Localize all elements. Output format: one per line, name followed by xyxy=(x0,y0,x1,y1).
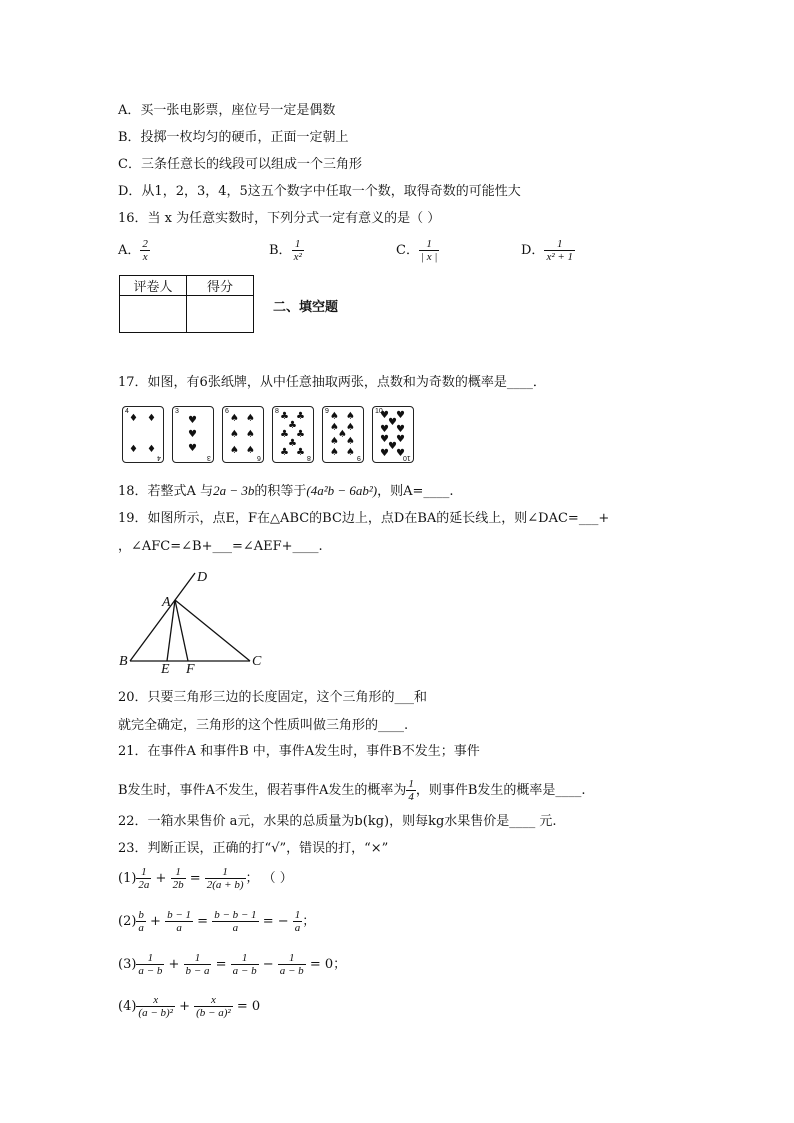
heart-icon: ♥ xyxy=(188,443,197,454)
numerator: 1 xyxy=(294,238,301,250)
fraction: $\frac{x}{\text{(b − a)²}}$ xyxy=(196,994,231,1019)
card-rank: 8 xyxy=(275,408,279,415)
q23-stem: 23．判断正误，正确的打“√”，错误的打，“×” xyxy=(118,841,389,856)
label-a: A xyxy=(162,595,171,610)
item-number: (4) xyxy=(118,999,137,1014)
item-tail: ； xyxy=(302,914,316,929)
heart-icon: ♥ xyxy=(388,417,397,428)
q19-line2: ，∠AFC=∠B+___=∠AEF+____. xyxy=(118,539,323,554)
item-tail: ； xyxy=(333,957,347,972)
heart-icon: ♥ xyxy=(396,424,405,435)
card-rank: 6 xyxy=(257,454,261,461)
playing-card-3-heart xyxy=(172,406,214,463)
q16-option-b xyxy=(269,238,304,263)
spade-icon: ♠ xyxy=(346,422,355,433)
q15-option-b: B．投掷一枚均匀的硬币，正面一定朝上 xyxy=(118,130,349,145)
score-table xyxy=(119,275,254,333)
q18-expr2: (4a²b − 6ab²) xyxy=(306,483,378,498)
fraction: $\frac{1}{2b}$ xyxy=(172,866,184,891)
spade-icon: ♠ xyxy=(246,429,255,440)
spade-icon: ♠ xyxy=(330,447,339,458)
diamond-icon: ♦ xyxy=(147,444,156,455)
q21-line2-pre: B发生时，事件A不发生，假若事件A发生的概率为 xyxy=(118,783,407,798)
playing-card-4-diamond xyxy=(122,406,164,463)
q17-text: 17．如图，有6张纸牌，从中任意抽取两张，点数和为奇数的概率是____． xyxy=(118,375,546,390)
q21-line2 xyxy=(118,778,586,803)
option-label: D． xyxy=(521,243,545,258)
q23-item2: (2) $\frac{b}{a}$ + $\frac{b - 1}{a}$ = $\frac{b - b - 1}{a}$ = − $\frac{1}{a}$ ； xyxy=(118,909,316,934)
q18-post: ，则A=____. xyxy=(377,484,454,499)
q20-line1: 20．只要三角形三边的长度固定，这个三角形的___和 xyxy=(118,690,428,705)
q16-stem: 16．当 x 为任意实数时，下列分式一定有意义的是（ ） xyxy=(118,211,441,226)
denominator: x xyxy=(140,250,150,263)
item-number: (1) xyxy=(118,871,137,886)
spade-icon: ♠ xyxy=(346,436,355,447)
numerator: 2 xyxy=(142,238,148,250)
fraction: $\frac{1}{a - b}$ xyxy=(232,952,257,977)
club-icon: ♣ xyxy=(288,420,297,431)
spade-icon: ♠ xyxy=(230,429,239,440)
spade-icon: ♠ xyxy=(230,445,239,456)
section-title: 二、填空题 xyxy=(273,300,339,315)
club-icon: ♣ xyxy=(280,447,289,458)
playing-card-8-club xyxy=(272,406,314,463)
diamond-icon: ♦ xyxy=(147,413,156,424)
fraction: $\frac{b - 1}{a}$ xyxy=(167,909,192,934)
q15-option-c: C．三条任意长的线段可以组成一个三角形 xyxy=(118,157,362,172)
q21-line1: 21．在事件A 和事件B 中，事件A发生时，事件B不发生；事件 xyxy=(118,744,480,759)
numerator: 1 xyxy=(408,778,414,790)
playing-card-9-spade xyxy=(322,406,364,463)
spade-icon: ♠ xyxy=(338,429,347,440)
card-rank: 4 xyxy=(157,454,161,461)
spade-icon: ♠ xyxy=(330,422,339,433)
fraction: $\frac{1}{a - b}$ xyxy=(279,952,304,977)
heart-icon: ♥ xyxy=(380,434,389,445)
q18-mid: 的积等于 xyxy=(254,484,307,499)
spade-icon: ♠ xyxy=(330,411,339,422)
playing-card-6-spade xyxy=(222,406,264,463)
q23-item1: (1) $\frac{1}{2a}$ + $\frac{1}{2b}$ = $\frac{1}{2(a + b)}$ ； （ ） xyxy=(118,866,293,891)
club-icon: ♣ xyxy=(296,447,305,458)
item-number: (3) xyxy=(118,957,137,972)
heart-icon: ♥ xyxy=(396,434,405,445)
fraction: $\frac{1}{2(a + b)}$ xyxy=(206,866,244,891)
label-e: E xyxy=(161,662,170,675)
fraction: $\frac{1}{b - a}$ xyxy=(185,952,210,977)
card-rank: 9 xyxy=(325,408,329,415)
fraction xyxy=(406,778,416,803)
q16-option-d xyxy=(521,238,575,263)
fraction: $\frac{1}{a - b}$ xyxy=(138,952,163,977)
card-rank: 10 xyxy=(403,454,411,461)
option-label: A． xyxy=(118,243,141,258)
triangle-figure xyxy=(118,565,278,675)
fraction: $\frac{b - b - 1}{a}$ xyxy=(214,909,257,934)
denominator: x² + 1 xyxy=(546,251,574,263)
q18-pre: 18．若整式A 与 xyxy=(118,484,214,499)
numerator: 1 xyxy=(556,238,563,250)
spade-icon: ♠ xyxy=(246,413,255,424)
card-rank: 8 xyxy=(307,454,311,461)
card-rank: 10 xyxy=(375,408,383,415)
denominator: 4 xyxy=(408,791,414,803)
denominator: | x | xyxy=(420,251,438,263)
option-label: C． xyxy=(396,243,419,258)
fraction: $\frac{b}{a}$ xyxy=(138,909,144,934)
option-label: B． xyxy=(269,243,292,258)
club-icon: ♣ xyxy=(296,411,305,422)
playing-card-10-heart xyxy=(372,406,414,463)
item-number: (2) xyxy=(118,914,137,929)
club-icon: ♣ xyxy=(296,429,305,440)
heart-icon: ♥ xyxy=(188,415,197,426)
heart-icon: ♥ xyxy=(396,410,405,421)
score-header: 得分 xyxy=(187,276,254,296)
label-b: B xyxy=(119,654,128,669)
fraction: $\frac{x}{\text{(a − b)²}}$ xyxy=(138,994,173,1019)
q18-expr1: 2a − 3b xyxy=(213,483,255,498)
fraction xyxy=(419,238,439,263)
denominator: x² xyxy=(293,251,302,263)
spade-icon: ♠ xyxy=(346,447,355,458)
heart-icon: ♥ xyxy=(380,424,389,435)
club-icon: ♣ xyxy=(280,411,289,422)
q16-option-c xyxy=(396,238,439,263)
item-tail: ； （ ） xyxy=(245,871,293,886)
club-icon: ♣ xyxy=(288,438,297,449)
numerator: 1 xyxy=(426,238,432,250)
spade-icon: ♠ xyxy=(330,436,339,447)
card-rank: 9 xyxy=(357,454,361,461)
heart-icon: ♥ xyxy=(380,448,389,459)
spade-icon: ♠ xyxy=(346,411,355,422)
grader-cell xyxy=(120,296,187,333)
q16-option-a xyxy=(118,238,150,263)
q22-text: 22．一箱水果售价 a元，水果的总质量为b(kg)，则每kg水果售价是____ 元. xyxy=(118,814,557,829)
q19-line1: 19．如图所示，点E，F在△ABC的BC边上，点D在BA的延长线上，则∠DAC=___+ xyxy=(118,511,610,526)
score-cell xyxy=(187,296,254,333)
q18-text xyxy=(118,482,454,501)
fraction: $\frac{1}{a}$ xyxy=(294,909,301,934)
q20-line2: 就完全确定，三角形的这个性质叫做三角形的____. xyxy=(118,718,409,733)
card-rank: 4 xyxy=(125,408,129,415)
card-rank: 3 xyxy=(207,454,211,461)
q23-item3: (3) $\frac{1}{a - b}$ + $\frac{1}{b - a}$ = $\frac{1}{a - b}$ − $\frac{1}{a - b}$ = 0； xyxy=(118,952,347,977)
spade-icon: ♠ xyxy=(246,445,255,456)
spade-icon: ♠ xyxy=(230,413,239,424)
fraction xyxy=(140,238,150,263)
label-c: C xyxy=(252,654,262,669)
q23-item4: (4) $\frac{x}{\text{(a − b)²}}$ + $\frac{x}{\text{(b − a)²}}$ = 0 xyxy=(118,994,261,1019)
q15-option-d: D．从1，2，3，4，5这五个数字中任取一个数，取得奇数的可能性大 xyxy=(118,184,521,199)
grader-header: 评卷人 xyxy=(120,276,187,296)
fraction xyxy=(544,238,575,263)
heart-icon: ♥ xyxy=(380,410,389,421)
club-icon: ♣ xyxy=(280,429,289,440)
diamond-icon: ♦ xyxy=(129,413,138,424)
heart-icon: ♥ xyxy=(396,448,405,459)
fraction: $\frac{1}{2a}$ xyxy=(138,866,150,891)
heart-icon: ♥ xyxy=(188,429,197,440)
label-d: D xyxy=(197,570,208,585)
diamond-icon: ♦ xyxy=(129,444,138,455)
q15-option-a: A．买一张电影票，座位号一定是偶数 xyxy=(118,103,336,118)
fraction xyxy=(292,238,304,263)
card-rank: 3 xyxy=(175,408,179,415)
q21-line2-post: ，则事件B发生的概率是____. xyxy=(415,783,586,798)
card-rank: 6 xyxy=(225,408,229,415)
label-f: F xyxy=(186,662,195,675)
heart-icon: ♥ xyxy=(388,441,397,452)
